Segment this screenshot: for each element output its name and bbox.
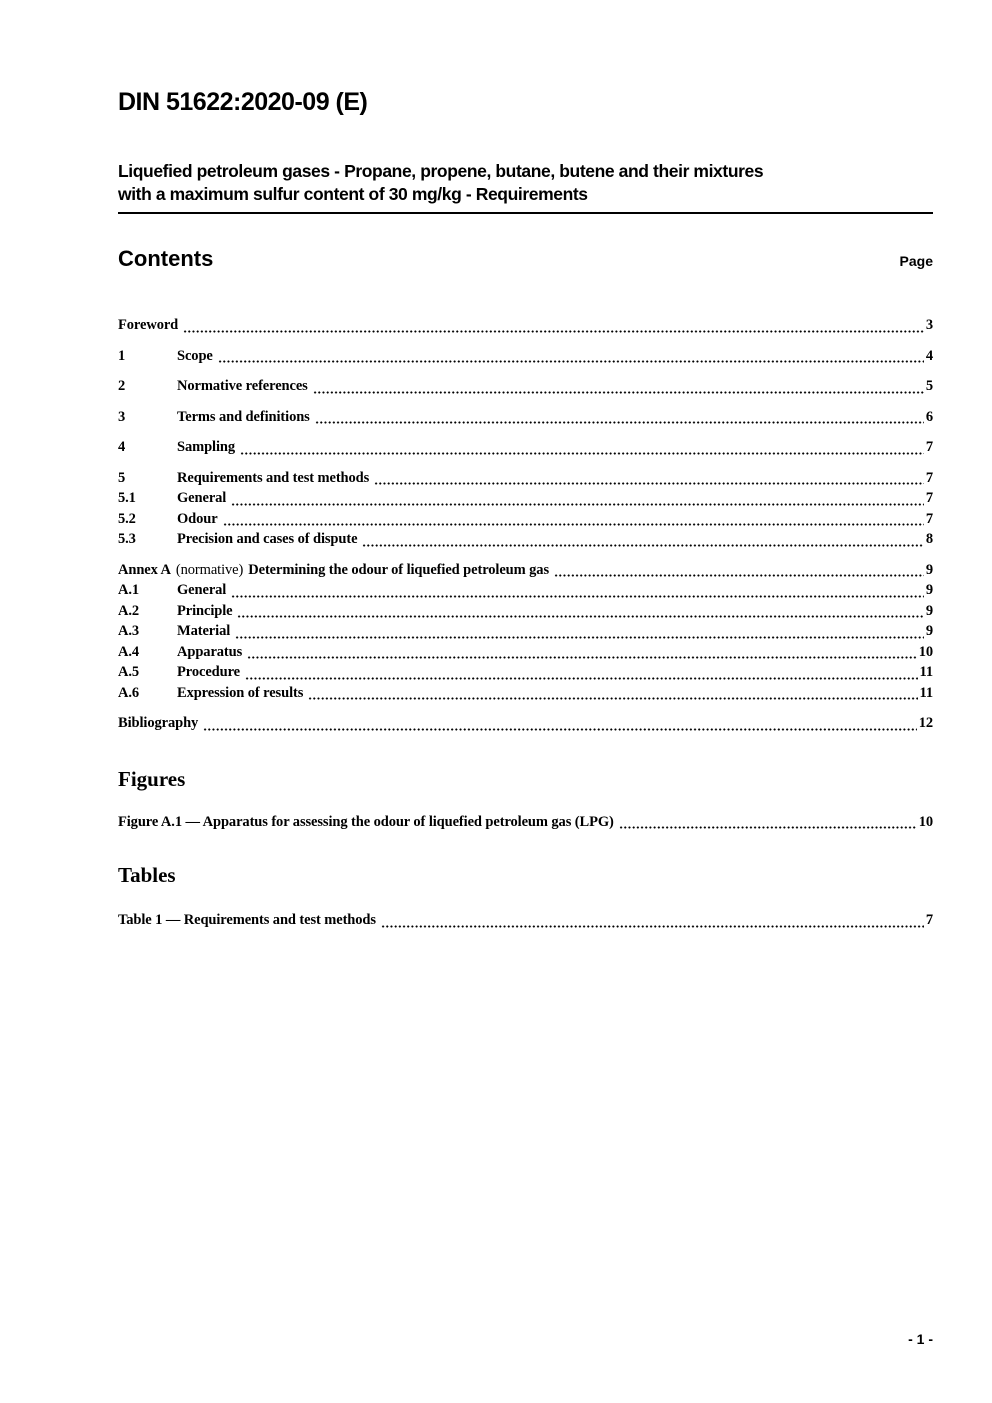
toc-entry bbox=[118, 560, 933, 581]
toc-entry-title-part: Annex A bbox=[118, 561, 171, 578]
toc-entry-number: 4 bbox=[118, 439, 126, 455]
dot-leader bbox=[313, 376, 924, 397]
toc-entry-title: Bibliography bbox=[118, 715, 199, 731]
toc-entry-number: 2 bbox=[118, 378, 126, 394]
toc-entry bbox=[118, 812, 933, 833]
toc-entry-page-number: 6 bbox=[925, 408, 933, 425]
document-subtitle bbox=[118, 160, 933, 206]
toc-entry-title: Table 1 — Requirements and test methods bbox=[118, 912, 376, 928]
toc-entry bbox=[118, 315, 933, 336]
toc-entry-title: Principle bbox=[177, 602, 233, 619]
toc-entry-number: A.1 bbox=[118, 582, 140, 598]
toc-entry bbox=[118, 437, 933, 458]
toc-entry-title: Foreword bbox=[118, 317, 179, 333]
dot-leader bbox=[554, 560, 924, 581]
toc-entry-number: A.6 bbox=[118, 684, 140, 701]
document-subtitle-line-1: Liquefied petroleum gases - Propane, propene, butane, butene and their mixtures bbox=[118, 161, 764, 181]
toc-entry-title: General bbox=[177, 582, 227, 598]
toc-entry-title bbox=[118, 560, 549, 581]
toc-entry-title: Precision and cases of dispute bbox=[177, 531, 358, 547]
dot-leader bbox=[247, 642, 917, 663]
contents-header bbox=[118, 246, 933, 272]
dot-leader bbox=[240, 437, 924, 458]
dot-leader bbox=[203, 713, 917, 734]
toc-entry bbox=[118, 346, 933, 367]
toc-entry bbox=[118, 509, 933, 530]
dot-leader bbox=[374, 468, 924, 489]
toc-entry-title: Procedure bbox=[177, 664, 240, 680]
figures-heading: Figures bbox=[118, 766, 186, 791]
toc-entry-number: 5 bbox=[118, 469, 126, 486]
toc-entry-title-part: Determining the odour of liquefied petroleum gas bbox=[248, 561, 549, 578]
tables-heading: Tables bbox=[118, 863, 176, 887]
toc-entry-page-number: 7 bbox=[925, 912, 933, 928]
toc-entry-page-number: 7 bbox=[925, 439, 933, 455]
toc-entry-number: A.3 bbox=[118, 623, 140, 639]
toc-entry-number: A.5 bbox=[118, 664, 140, 680]
toc-entry-title: Scope bbox=[177, 347, 213, 364]
toc-entry bbox=[118, 601, 933, 622]
toc-entry-page-number: 5 bbox=[925, 378, 933, 394]
toc-entry-page-number: 7 bbox=[925, 469, 933, 486]
toc-entry-title: Terms and definitions bbox=[177, 408, 310, 425]
toc-entry-title: Normative references bbox=[177, 378, 308, 394]
toc-entry-page-number: 10 bbox=[918, 813, 933, 830]
dot-leader bbox=[231, 488, 924, 509]
toc-entry-title: General bbox=[177, 490, 227, 506]
toc-entry-title: Expression of results bbox=[177, 684, 304, 701]
dot-leader bbox=[183, 315, 924, 336]
toc-entry-page-number: 9 bbox=[925, 582, 933, 598]
title-divider bbox=[118, 212, 933, 214]
contents-heading: Contents bbox=[118, 246, 214, 271]
dot-leader bbox=[223, 509, 924, 530]
toc-entry bbox=[118, 713, 933, 734]
toc-entry bbox=[118, 376, 933, 397]
document-title: DIN 51622:2020-09 (E) bbox=[118, 88, 368, 116]
page-column-label: Page bbox=[899, 253, 933, 269]
toc-entry bbox=[118, 468, 933, 489]
toc-entry-number: 5.2 bbox=[118, 510, 136, 527]
toc-entry-page-number: 9 bbox=[925, 561, 933, 578]
document-subtitle-line-2: with a maximum sulfur content of 30 mg/kg - Requirements bbox=[118, 184, 588, 204]
toc-entry bbox=[118, 580, 933, 601]
toc-entry-title: Requirements and test methods bbox=[177, 469, 370, 486]
dot-leader bbox=[218, 346, 924, 367]
toc-entry-page-number: 11 bbox=[919, 664, 933, 680]
toc-entry-page-number: 7 bbox=[925, 490, 933, 506]
dot-leader bbox=[619, 812, 917, 833]
figures-list bbox=[118, 812, 933, 833]
toc-entry-page-number: 10 bbox=[918, 643, 933, 660]
toc-entry-title: Figure A.1 — Apparatus for assessing the odour of liquefied petroleum gas (LPG) bbox=[118, 813, 614, 830]
toc-entry-number: 5.1 bbox=[118, 490, 136, 506]
toc-entry bbox=[118, 683, 933, 704]
toc-entry bbox=[118, 488, 933, 509]
toc-entry bbox=[118, 621, 933, 642]
dot-leader bbox=[231, 580, 924, 601]
dot-leader bbox=[308, 683, 917, 704]
toc-entry-number: 5.3 bbox=[118, 531, 136, 547]
toc-entry-page-number: 8 bbox=[925, 531, 933, 547]
dot-leader bbox=[315, 407, 924, 428]
dot-leader bbox=[245, 662, 918, 683]
toc-list bbox=[118, 315, 933, 734]
toc-entry-number: 1 bbox=[118, 347, 126, 364]
toc-entry-title: Material bbox=[177, 623, 231, 639]
toc-entry-title: Sampling bbox=[177, 439, 236, 455]
dot-leader bbox=[237, 601, 923, 622]
toc-entry-page-number: 9 bbox=[925, 623, 933, 639]
toc-entry-page-number: 12 bbox=[918, 715, 933, 731]
dot-leader bbox=[362, 529, 923, 550]
toc-entry-number: A.4 bbox=[118, 643, 140, 660]
toc-entry bbox=[118, 642, 933, 663]
page-number-footer: - 1 - bbox=[908, 1331, 933, 1347]
toc-entry-number: 3 bbox=[118, 408, 126, 425]
toc-entry-number: A.2 bbox=[118, 602, 140, 619]
toc-entry bbox=[118, 407, 933, 428]
toc-entry-title: Odour bbox=[177, 510, 218, 527]
toc-entry-page-number: 7 bbox=[925, 510, 933, 527]
toc-entry-page-number: 4 bbox=[925, 347, 933, 364]
toc-entry-page-number: 3 bbox=[925, 317, 933, 333]
dot-leader bbox=[235, 621, 924, 642]
toc-entry-title-part: (normative) bbox=[175, 561, 244, 578]
dot-leader bbox=[381, 910, 924, 931]
toc-entry-page-number: 11 bbox=[919, 684, 933, 701]
toc-entry-page-number: 9 bbox=[925, 602, 933, 619]
toc-entry bbox=[118, 910, 933, 931]
tables-list bbox=[118, 910, 933, 931]
toc-entry-title: Apparatus bbox=[177, 643, 243, 660]
toc-entry bbox=[118, 662, 933, 683]
toc-entry bbox=[118, 529, 933, 550]
